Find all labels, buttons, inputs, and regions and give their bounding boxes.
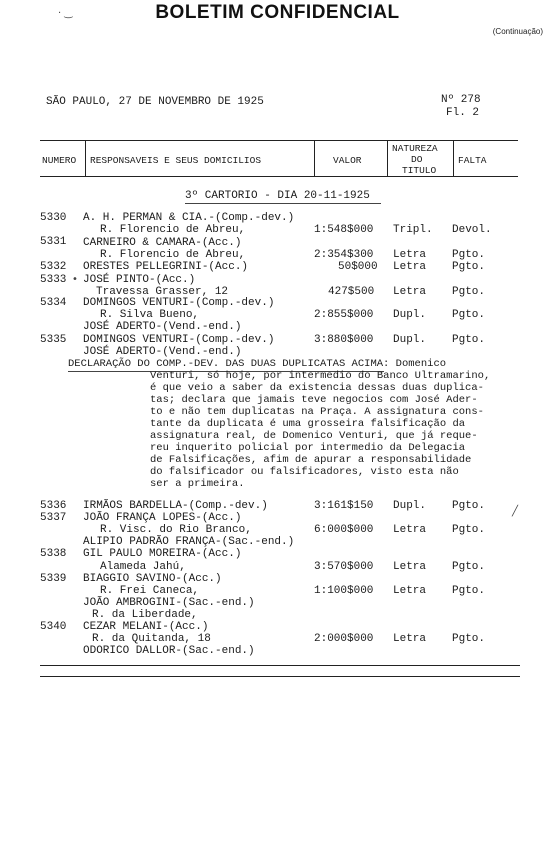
entry-number: 5330: [40, 212, 67, 224]
header-divider-2: [314, 140, 315, 177]
entry-value: 2:000$000: [314, 633, 374, 645]
entry-party: CEZAR MELANI-(Acc.): [83, 621, 209, 633]
col-header-natureza-2: DO: [411, 154, 423, 165]
col-header-natureza-3: TITULO: [402, 165, 437, 176]
entry-party: BIAGGIO SAVINO-(Acc.): [83, 573, 222, 585]
entry-party: DOMINGOS VENTURI-(Comp.-dev.): [83, 297, 275, 309]
entry-reason: Pgto.: [452, 561, 486, 573]
declaration-line: DECLARAÇÃO DO COMP.-DEV. DAS DUAS DUPLICATAS ACIMA: Domenico: [68, 358, 447, 370]
entry-address: R. Florencio de Abreu,: [100, 249, 246, 261]
entry-nature: Letra: [393, 585, 427, 597]
pen-mark: ╱: [512, 506, 519, 517]
entry-party: IRMÃOS BARDELLA-(Comp.-dev.): [83, 500, 268, 512]
entry-value: 427$500: [328, 286, 375, 298]
col-header-falta: FALTA: [458, 155, 487, 166]
col-header-responsaveis: RESPONSAVEIS E SEUS DOMICILIOS: [90, 155, 262, 166]
entry-address: R. da Liberdade,: [92, 609, 198, 621]
entry-reason: Pgto.: [452, 633, 486, 645]
entry-reason: Pgto.: [452, 524, 486, 536]
entry-nature: Letra: [393, 286, 427, 298]
entry-party: JOÃO FRANÇA LOPES-(Acc.): [83, 512, 242, 524]
entry-address: R. Silva Bueno,: [100, 309, 200, 321]
entry-party: ORESTES PELLEGRINI-(Acc.): [83, 261, 249, 273]
declaration-line: ser a primeira.: [150, 478, 245, 490]
entry-value: 1:548$000: [314, 224, 374, 236]
col-header-valor: VALOR: [333, 155, 362, 166]
entry-number: 5335: [40, 334, 67, 346]
ink-mark: · ‿: [58, 8, 73, 19]
entry-value: 3:570$000: [314, 561, 374, 573]
entry-address: R. Visc. do Rio Branco,: [100, 524, 252, 536]
col-header-natureza-1: NATUREZA: [392, 143, 438, 154]
entry-number: 5333: [40, 274, 67, 286]
entry-reason: Pgto.: [452, 334, 486, 346]
entry-nature: Dupl.: [393, 309, 427, 321]
entry-number: 5334: [40, 297, 67, 309]
bulletin-number: Nº 278: [441, 94, 481, 106]
entry-reason: Pgto.: [452, 249, 486, 261]
entry-address: R. da Quitanda, 18: [92, 633, 211, 645]
entry-number: 5340: [40, 621, 67, 633]
declaration-line: tante da duplicata é uma grosseira falsificação da: [150, 418, 466, 430]
entry-party: CARNEIRO & CAMARA-(Acc.): [83, 237, 242, 249]
entry-endorser: JOÃO AMBROGINI-(Sac.-end.): [83, 597, 255, 609]
entry-nature: Tripl.: [393, 224, 433, 236]
page-number: Fl. 2: [446, 107, 480, 119]
header-rule-bottom: [40, 176, 518, 177]
entry-reason: Pgto.: [452, 286, 486, 298]
header-divider-3: [387, 140, 388, 177]
entry-number: 5331: [40, 236, 67, 248]
entry-party: JOSÉ PINTO-(Acc.): [83, 274, 196, 286]
entry-number: 5338: [40, 548, 67, 560]
entry-nature: Letra: [393, 561, 427, 573]
declaration-line: assignatura real, de Domenico Venturi, que já reque-: [150, 430, 478, 442]
entry-reason: Pgto.: [452, 309, 486, 321]
entry-nature: Letra: [393, 524, 427, 536]
entry-endorser: JOSÉ ADERTO-(Vend.-end.): [83, 346, 242, 358]
entry-value: 1:100$000: [314, 585, 374, 597]
entry-reason: Pgto.: [452, 500, 486, 512]
entry-value: 2:855$000: [314, 309, 374, 321]
entry-endorser: ALIPIO PADRÃO FRANÇA-(Sac.-end.): [83, 536, 295, 548]
section-title: 3º CARTORIO - DIA 20-11-1925: [185, 190, 370, 202]
entry-nature: Dupl.: [393, 334, 427, 346]
entry-endorser: JOSÉ ADERTO-(Vend.-end.): [83, 321, 242, 333]
declaration-line: do falsificador ou falsificadores, visto esta não: [150, 466, 459, 478]
entry-endorser: ODORICO DALLOR-(Sac.-end.): [83, 645, 255, 657]
entry-number: 5332: [40, 261, 67, 273]
entry-number: 5336: [40, 500, 67, 512]
continuation-label: (Continuação): [492, 27, 543, 36]
entry-nature: Letra: [393, 249, 427, 261]
entry-party: A. H. PERMAN & CIA.-(Comp.-dev.): [83, 212, 295, 224]
entry-value: 6:000$000: [314, 524, 374, 536]
section-title-underline: [185, 203, 381, 204]
entry-address: Alameda Jahú,: [100, 561, 186, 573]
declaration-line: Venturi, só hoje, por intermedio do Banco Ultramarino,: [150, 370, 491, 382]
entry-address: R. Florencio de Abreu,: [100, 224, 246, 236]
entry-value: 3:161$150: [314, 500, 374, 512]
declaration-line: tas; declara que jamais teve negocios com José Ader-: [150, 394, 478, 406]
declaration-line: to e não tem duplicatas na Praça. A assignatura cons-: [150, 406, 484, 418]
declaration-line: reu inquerito policial por intermedio da Delegacia: [150, 442, 466, 454]
entry-value: 50$000: [338, 261, 378, 273]
entry-nature: Letra: [393, 261, 427, 273]
entry-address: Travessa Grasser, 12: [96, 286, 229, 298]
entry-nature: Dupl.: [393, 500, 427, 512]
declaration-line: é que veio a saber da existencia dessas duas duplica-: [150, 382, 484, 394]
entry-number: 5339: [40, 573, 67, 585]
entry-value: 3:880$000: [314, 334, 374, 346]
entry-nature: Letra: [393, 633, 427, 645]
entry-value: 2:354$300: [314, 249, 374, 261]
entry-reason: Devol.: [452, 224, 492, 236]
footer-rule-2: [40, 676, 520, 677]
entry-address: R. Frei Caneca,: [100, 585, 200, 597]
footer-rule-1: [40, 665, 520, 666]
entry-reason: Pgto.: [452, 261, 486, 273]
declaration-line: de Falsificações, afim de apurar a responsabilidade: [150, 454, 472, 466]
entry-party: DOMINGOS VENTURI-(Comp.-dev.): [83, 334, 275, 346]
place-date: SÃO PAULO, 27 DE NOVEMBRO DE 1925: [46, 96, 264, 108]
entry-reason: Pgto.: [452, 585, 486, 597]
entry-party: GIL PAULO MOREIRA-(Acc.): [83, 548, 242, 560]
header-rule-top: [40, 140, 518, 141]
header-divider-1: [85, 140, 86, 177]
document-title: BOLETIM CONFIDENCIAL: [155, 2, 400, 23]
entry-number: 5337: [40, 512, 67, 524]
col-header-numero: NUMERO: [42, 155, 77, 166]
bullet-mark: •: [72, 274, 78, 285]
header-divider-4: [453, 140, 454, 177]
